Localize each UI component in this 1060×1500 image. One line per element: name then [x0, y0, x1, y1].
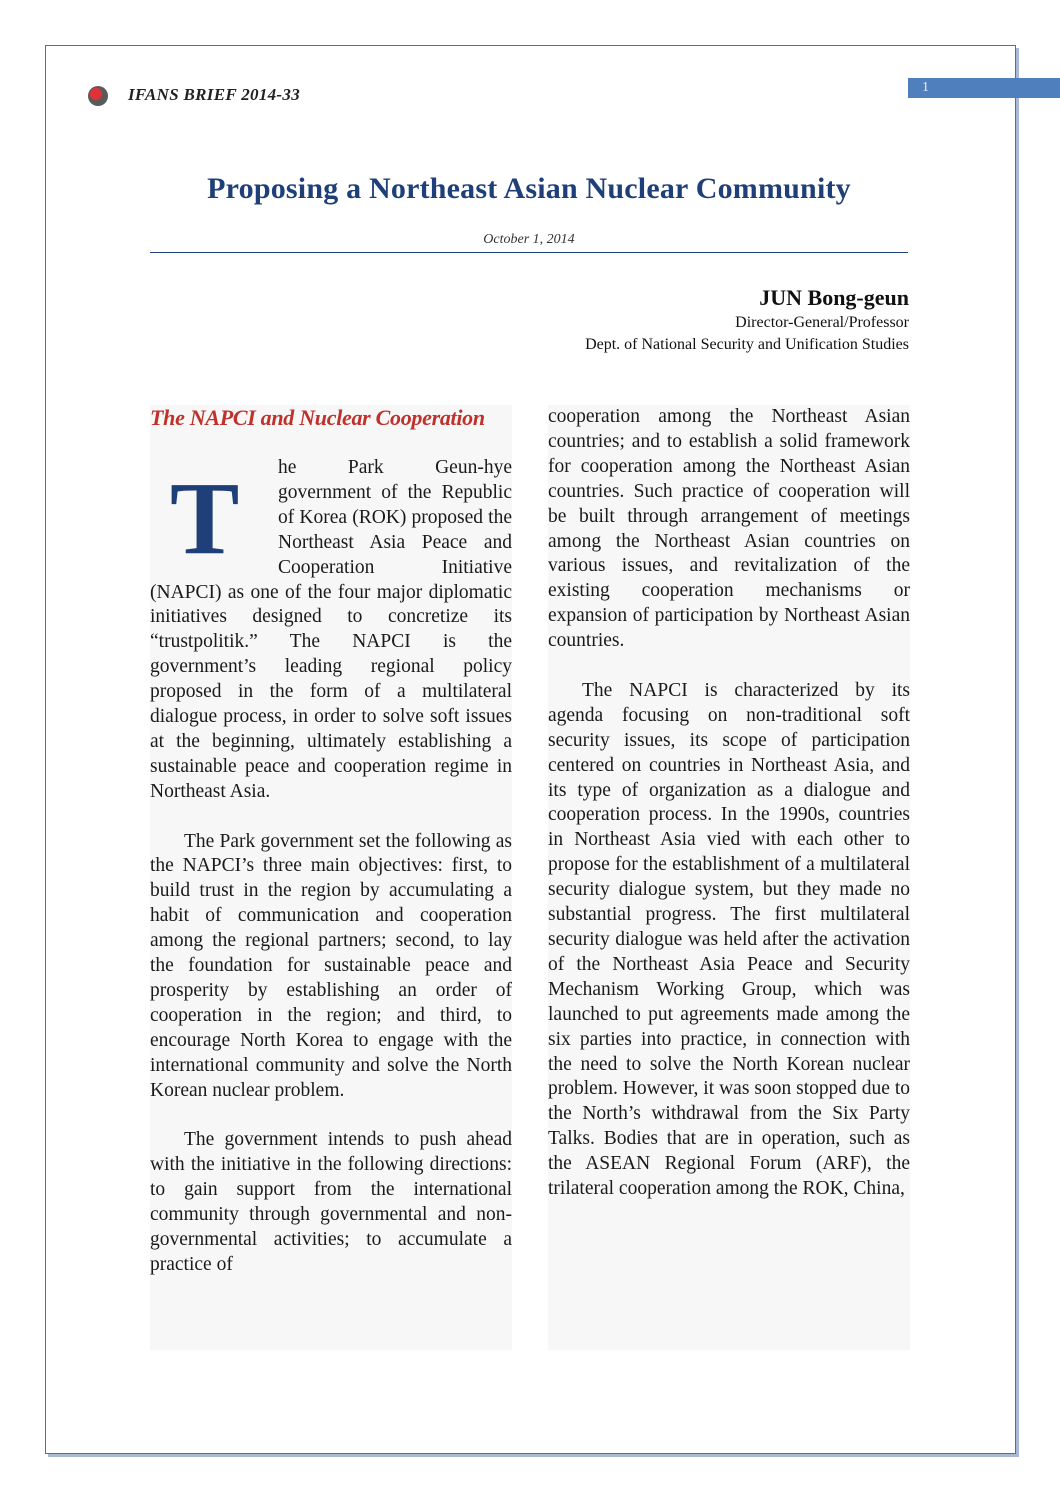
left-column: [150, 405, 512, 1350]
paragraph-1: [150, 456, 512, 805]
author-position: Director-General/Professor: [735, 314, 909, 331]
paragraph-4: The NAPCI is characterized by its agenda focusing on non-traditional soft security issues, its scope of participation centered on countries in Northeast Asia, and its type of organization as a dialogue and cooperation process. In the 1990s, countries in Northeast Asia vied with each other to propose for the establishment of a multilateral security dialogue system, but they made no substantial progress. The first multilateral security dialogue was held after the activation of the Northeast Asia Peace and Security Mechanism Working Group, which was launched to put agreements made among the six parties into practice, in connection with the need to solve the North Korean nuclear problem. However, it was soon stopped due to the North’s withdrawal from the Six Party Talks. Bodies that are in operation, such as the ASEAN Regional Forum (ARF), the trilateral cooperation among the ROK, China,: [548, 679, 910, 1200]
ifans-logo-icon: [88, 86, 108, 106]
paragraph-3: The government intends to push ahead with the initiative in the following directions: to gain support from the international community through governmental and non-governmental activities; to accumulate a practice of: [150, 1129, 512, 1275]
title-divider: [150, 252, 908, 253]
article-date: October 1, 2014: [483, 232, 575, 247]
drop-cap: T: [170, 461, 240, 576]
author-block: [585, 284, 909, 356]
paragraph-2: The Park government set the following as the NAPCI’s three main objectives: first, to build trust in the region by accumulating a habit of communication and cooperation among the regional partners; second, to lay the foundation for sustainable peace and prosperity by establishing an order of cooperation in the region; and third, to encourage North Korea to engage with the international community and solve the North Korean nuclear problem.: [150, 830, 512, 1101]
paragraph-3-continued: cooperation among the Northeast Asian countries; and to establish a solid framework for cooperation among the Northeast Asian countries. Such practice of cooperation will be built through arrangement of meetings among the Northeast Asian countries on various issues, and revitalization of the existing cooperation mechanisms or expansion of participation by Northeast Asian countries.: [548, 406, 910, 652]
author-name: JUN Bong-geun: [759, 285, 909, 310]
header-series: IFANS BRIEF 2014-33: [128, 85, 300, 104]
right-column: [548, 405, 910, 1350]
author-department: Dept. of National Security and Unification Studies: [585, 336, 909, 353]
paragraph-1-text: he Park Geun-hye government of the Republic of Korea (ROK) proposed the Northeast Asia Peace and Cooperation Initiative (NAPCI) as one of the four major diplomatic initiatives designed to concretize its “trustpolitik.” The NAPCI is the government’s leading regional policy proposed in the form of a multilateral dialogue process, in order to solve soft issues at the beginning, ultimately establishing a sustainable peace and cooperation regime in Northeast Asia.: [150, 457, 512, 802]
page-number-tab: [908, 78, 1060, 98]
article-title: Proposing a Northeast Asian Nuclear Community: [207, 172, 851, 205]
section-heading: The NAPCI and Nuclear Cooperation: [150, 405, 485, 430]
page-number: 1: [922, 80, 929, 95]
